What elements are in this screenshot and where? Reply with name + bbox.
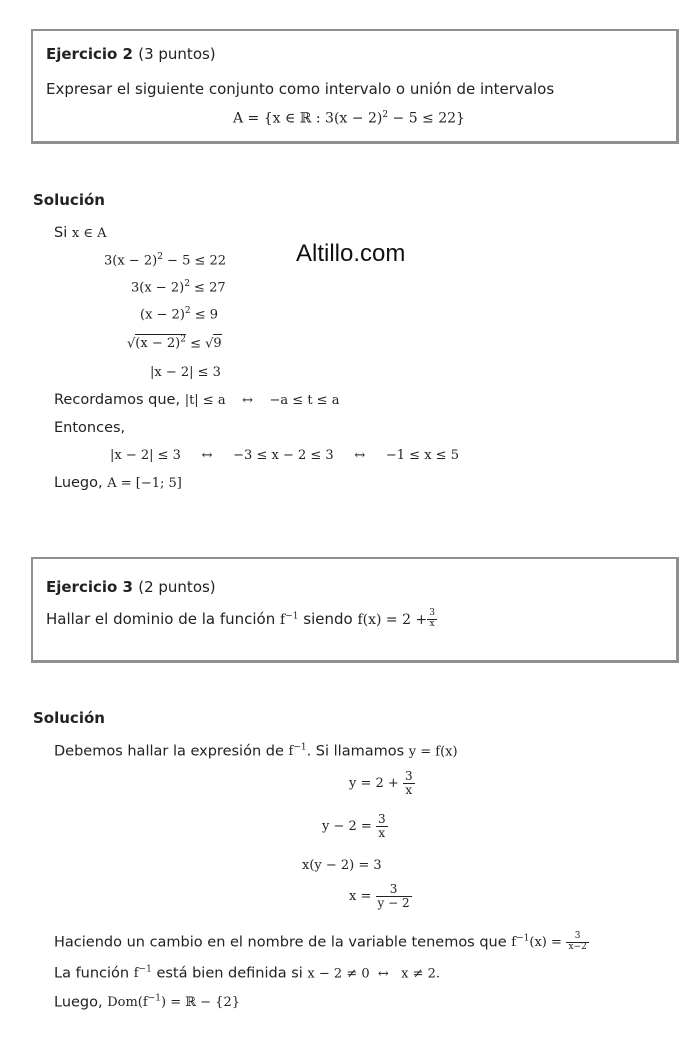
result-3-line	[54, 994, 240, 1010]
line1-text2: . Si llamamos	[306, 743, 405, 760]
exercise-3-label: Ejercicio 3	[46, 578, 133, 596]
func-pre: f(x) = 2 +	[357, 611, 428, 628]
eq4-den: y − 2	[377, 896, 410, 911]
then-line: Entonces,	[54, 420, 126, 436]
solution-2-heading: Solución	[33, 191, 105, 209]
eq1-num: 3	[404, 769, 413, 783]
eq1-pre: y = 2 +	[349, 776, 399, 792]
recall-math: |t| ≤ a ↔ −a ≤ t ≤ a	[184, 393, 340, 408]
sqrt-rhs: 9	[213, 336, 222, 352]
exercise-3-box	[31, 557, 679, 663]
eq1-den: x	[405, 783, 413, 798]
solution-3-heading: Solución	[33, 709, 105, 727]
f-inv-exp: −1	[285, 611, 299, 622]
result-dom: Dom(f	[107, 995, 148, 1011]
statement-a: Hallar el dominio de la función	[46, 609, 276, 628]
line1-text: Debemos hallar la expresión de	[54, 743, 284, 760]
set-pre: A = {x ∈ ℝ : 3(x − 2)	[233, 110, 383, 127]
exercise-2-label: Ejercicio 2	[46, 45, 133, 63]
step-2-pre: 3(x − 2)	[131, 280, 185, 296]
eq1-frac	[403, 770, 415, 797]
def-exp: −1	[138, 965, 152, 975]
step-sqrt	[127, 335, 222, 351]
step-3	[140, 306, 218, 322]
step-1-post: − 5 ≤ 22	[162, 253, 227, 269]
exercise-3-statement	[46, 609, 437, 630]
exercise-3-points: (2 puntos)	[138, 578, 216, 596]
func-num: 3	[429, 608, 435, 618]
func-frac	[427, 609, 437, 630]
step-1	[104, 252, 226, 268]
sqrt-inner	[135, 334, 186, 351]
intro-math: x ∈ A	[71, 226, 107, 241]
set-post: − 5 ≤ 22}	[388, 110, 465, 127]
sqrt-symbol-left: √	[127, 336, 136, 352]
statement-b: siendo	[303, 609, 353, 628]
step-1-pre: 3(x − 2)	[104, 253, 158, 269]
result-tail: ) = ℝ − {2}	[160, 995, 240, 1011]
exercise-2-points: (3 puntos)	[138, 45, 216, 63]
change-frac	[566, 932, 588, 953]
result-3-text: Luego,	[54, 994, 103, 1011]
change-text: Haciendo un cambio en el nombre de la variable tenemos que	[54, 934, 507, 951]
step-abs: |x − 2| ≤ 3	[150, 365, 221, 380]
eq-1	[349, 770, 415, 797]
exercise-3-title	[46, 578, 216, 596]
result-2-text: Luego,	[54, 475, 103, 491]
eq4-pre: x =	[349, 889, 372, 905]
eq2-frac	[376, 813, 388, 840]
sqrt-rel: ≤	[185, 336, 206, 352]
step-2	[131, 279, 226, 295]
eq-4	[349, 883, 412, 910]
change-num: 3	[566, 932, 588, 943]
watermark: Altillo.com	[296, 240, 406, 267]
eq2-den: x	[378, 826, 386, 841]
line1-exp: −1	[293, 743, 307, 753]
recall-text: Recordamos que,	[54, 392, 181, 408]
exercise-2-title	[46, 45, 216, 63]
intro-text: Si	[54, 225, 68, 241]
solution-2-intro	[54, 225, 106, 241]
change-exp: −1	[516, 934, 530, 945]
eq-3: x(y − 2) = 3	[302, 858, 382, 873]
def-math: x − 2 ≠ 0 ↔ x ≠ 2.	[307, 966, 441, 982]
eq4-num: 3	[376, 883, 412, 897]
step-3-exp: 2	[184, 306, 191, 316]
exercise-2-statement: Expresar el siguiente conjunto como intervalo o unión de intervalos	[46, 80, 555, 98]
exercise-2-box	[31, 29, 679, 144]
eq-2	[322, 813, 388, 840]
step-1-exp: 2	[157, 252, 163, 262]
step-2-post: ≤ 27	[189, 280, 226, 296]
sqrt-inner-exp: 2	[180, 335, 186, 345]
definition-line	[54, 965, 440, 981]
line1-math: y = f(x)	[408, 744, 458, 760]
def-f: f	[133, 966, 139, 982]
eq2-pre: y − 2 =	[322, 819, 372, 835]
def-text-a: La función	[54, 965, 130, 982]
step-3-pre: (x − 2)	[140, 307, 185, 323]
change-pre: (x) =	[529, 935, 562, 951]
recall-line	[54, 392, 339, 408]
sqrt-inner-pre: (x − 2)	[135, 336, 181, 352]
set-exp: 2	[382, 110, 389, 120]
change-line	[54, 932, 589, 953]
result-2-math: A = [−1; 5]	[107, 476, 182, 491]
f-inv: f	[280, 611, 286, 628]
sqrt-symbol-right: √	[205, 336, 214, 352]
func-den: x	[429, 618, 435, 629]
result-2-line	[54, 475, 182, 491]
result-exp: −1	[147, 994, 161, 1004]
eq2-num: 3	[377, 812, 386, 826]
solution-3-line1	[54, 743, 458, 759]
line1-f: f	[288, 744, 294, 760]
def-text-b: está bien definida si	[156, 965, 303, 982]
exercise-2-set	[233, 110, 465, 127]
chain-line: |x − 2| ≤ 3 ↔ −3 ≤ x − 2 ≤ 3 ↔ −1 ≤ x ≤ 5	[110, 448, 459, 463]
step-2-exp: 2	[184, 279, 190, 289]
step-3-post: ≤ 9	[190, 307, 219, 323]
change-f: f	[511, 935, 517, 951]
eq4-frac	[376, 883, 412, 910]
change-den: x−2	[568, 941, 587, 952]
